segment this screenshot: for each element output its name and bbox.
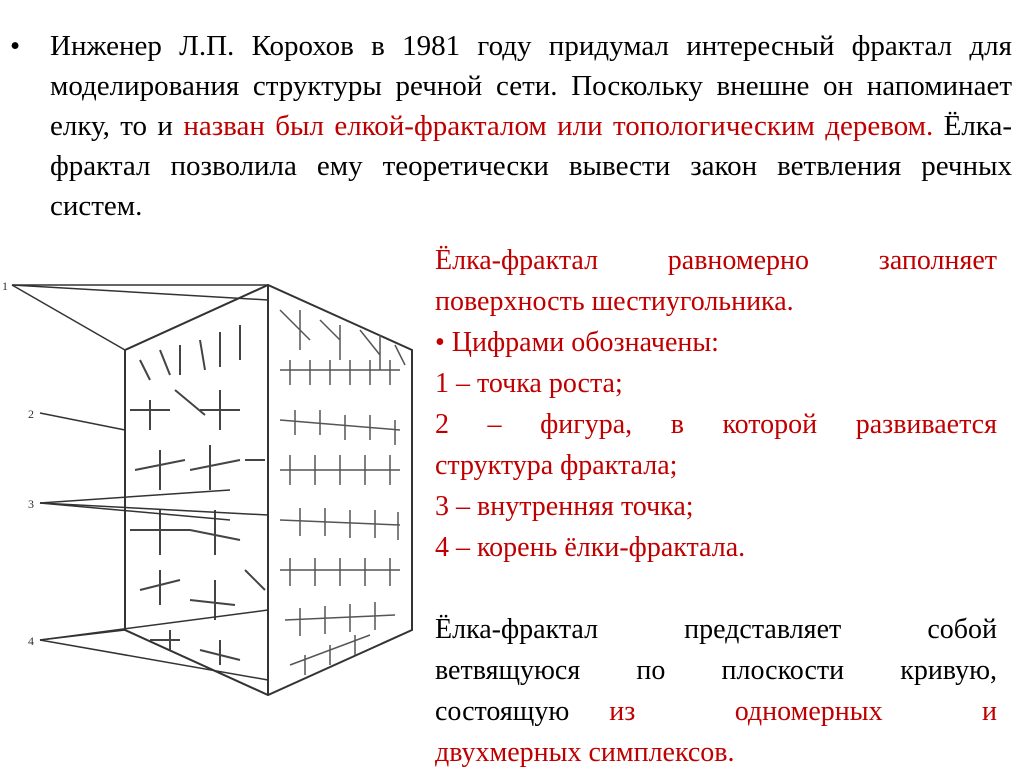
conclusion-line-4: двухмерных симплексов.	[435, 737, 735, 768]
bullet-marker: •	[10, 30, 21, 62]
figure-label-4: 4	[28, 634, 34, 648]
figure-label-3: 3	[28, 497, 34, 511]
conclusion-line-3-black: состоящую	[435, 696, 570, 727]
conclusion-line-3	[435, 691, 997, 732]
legend-item-2b: структура фрактала;	[435, 450, 678, 481]
intro-paragraph	[50, 26, 1012, 226]
legend-item-1: 1 – точка роста;	[435, 368, 623, 399]
figure-label-2: 2	[28, 407, 34, 421]
intro-text-after: Ёлка-фрактал позволила ему теоретически вывести закон ветвления речных систем.	[50, 110, 1012, 222]
legend-title: • Цифрами обозначены:	[435, 327, 719, 358]
fractal-right-face	[280, 310, 405, 675]
conclusion-line-2: ветвящуюся по плоскости кривую,	[435, 655, 997, 686]
intro-text-highlight: назван был елкой-фракталом или топологическим деревом.	[183, 110, 934, 142]
legend-item-3: 3 – внутренняя точка;	[435, 491, 694, 522]
figure-labels	[2, 279, 34, 648]
intro-text-before: Инженер Л.П. Корохов в 1981 году придумал интересный фрактал для моделирования структуры речной сети. Поскольку внешне он напоминает елку, то и	[50, 30, 1012, 142]
conclusion-line-3-red: из одномерных и	[609, 696, 997, 727]
description-line-1: Ёлка-фрактал равномерно заполняет	[435, 245, 997, 276]
description-line-2: поверхность шестиугольника.	[435, 286, 794, 317]
legend-item-4: 4 – корень ёлки-фрактала.	[435, 532, 746, 563]
elka-fractal-figure	[0, 270, 430, 730]
conclusion-line-1: Ёлка-фрактал представляет собой	[435, 614, 997, 645]
description-block	[435, 240, 997, 773]
figure-label-1: 1	[2, 279, 8, 293]
hexagon-outline	[125, 285, 412, 695]
legend-item-2a: 2 – фигура, в которой развивается	[435, 409, 997, 440]
